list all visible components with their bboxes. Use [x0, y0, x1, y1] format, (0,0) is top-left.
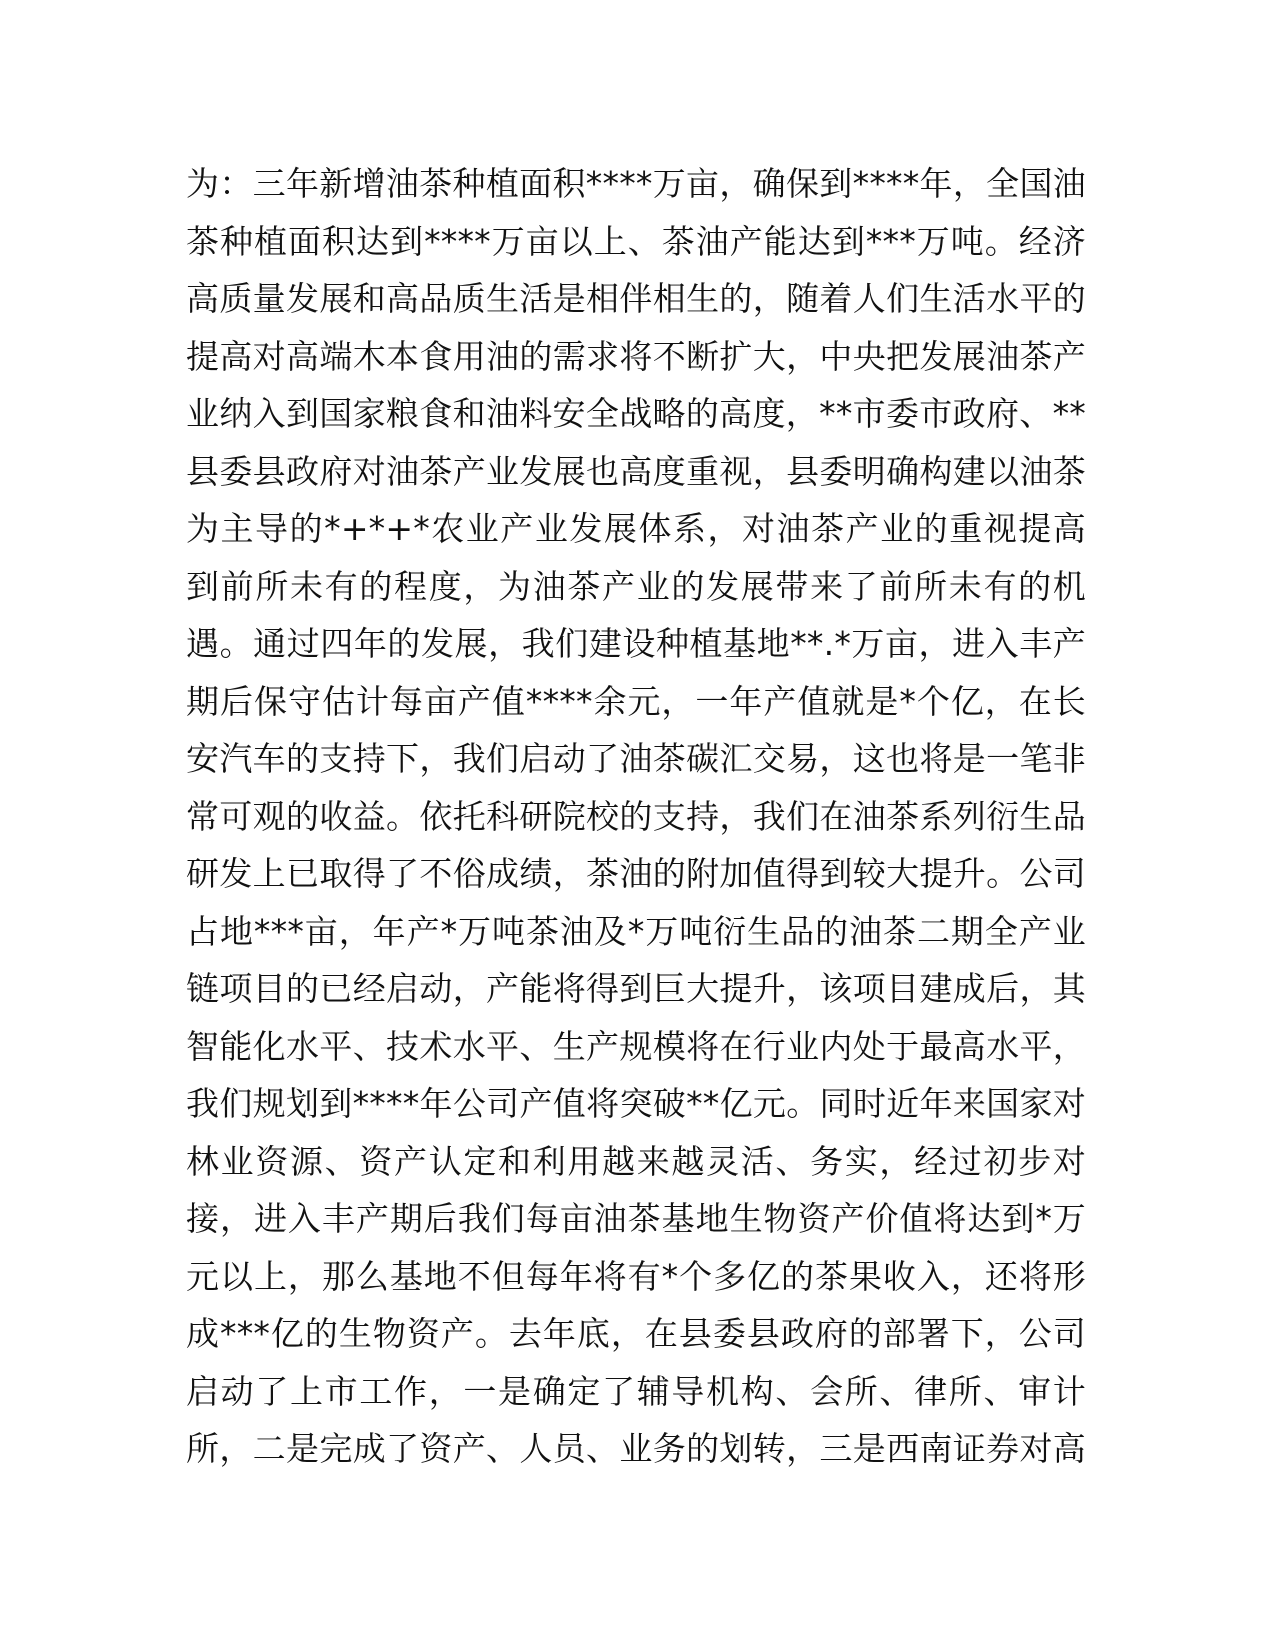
paragraph-line: 成***亿的生物资产。去年底，在县委县政府的部署下，公司 — [186, 1314, 1086, 1353]
paragraph-line: 高质量发展和高品质生活是相伴相生的，随着人们生活水平的 — [186, 279, 1086, 318]
paragraph-line: 期后保守估计每亩产值****余元，一年产值就是*个亿，在长 — [186, 681, 1086, 721]
paragraph-line: 为：三年新增油茶种植面积****万亩，确保到****年，全国油 — [186, 164, 1086, 203]
paragraph-line: 所，二是完成了资产、人员、业务的划转，三是西南证券对高 — [186, 1429, 1086, 1468]
paragraph-line: 常可观的收益。依托科研院校的支持，我们在油茶系列衍生品 — [186, 796, 1086, 836]
paragraph-line: 遇。通过四年的发展，我们建设种植基地**.*万亩，进入丰产 — [186, 624, 1086, 663]
paragraph-line: 业纳入到国家粮食和油料安全战略的高度，**市委市政府、** — [186, 394, 1086, 433]
paragraph-line: 我们规划到****年公司产值将突破**亿元。同时近年来国家对 — [186, 1084, 1086, 1123]
paragraph-line: 到前所未有的程度，为油茶产业的发展带来了前所未有的机 — [186, 566, 1086, 606]
paragraph-line: 元以上，那么基地不但每年将有*个多亿的茶果收入，还将形 — [186, 1256, 1086, 1296]
paragraph-line: 为主导的*+*+*农业产业发展体系，对油茶产业的重视提高 — [186, 509, 1086, 548]
paragraph-line: 县委县政府对油茶产业发展也高度重视，县委明确构建以油茶 — [186, 451, 1086, 491]
body-paragraph — [186, 155, 1086, 1478]
paragraph-line: 研发上已取得了不俗成绩，茶油的附加值得到较大提升。公司 — [186, 854, 1086, 893]
paragraph-line: 智能化水平、技术水平、生产规模将在行业内处于最高水平， — [186, 1026, 1086, 1066]
paragraph-line: 链项目的已经启动，产能将得到巨大提升，该项目建成后，其 — [186, 969, 1086, 1008]
paragraph-line: 启动了上市工作，一是确定了辅导机构、会所、律所、审计 — [186, 1371, 1086, 1411]
paragraph-line: 茶种植面积达到****万亩以上、茶油产能达到***万吨。经济 — [186, 221, 1086, 261]
paragraph-line: 林业资源、资产认定和利用越来越灵活、务实，经过初步对 — [186, 1141, 1086, 1181]
paragraph-line: 占地***亩，年产*万吨茶油及*万吨衍生品的油茶二期全产业 — [186, 911, 1086, 951]
paragraph-line: 接，进入丰产期后我们每亩油茶基地生物资产价值将达到*万 — [186, 1199, 1086, 1238]
paragraph-line: 安汽车的支持下，我们启动了油茶碳汇交易，这也将是一笔非 — [186, 739, 1086, 778]
paragraph-line: 提高对高端木本食用油的需求将不断扩大，中央把发展油茶产 — [186, 336, 1086, 376]
